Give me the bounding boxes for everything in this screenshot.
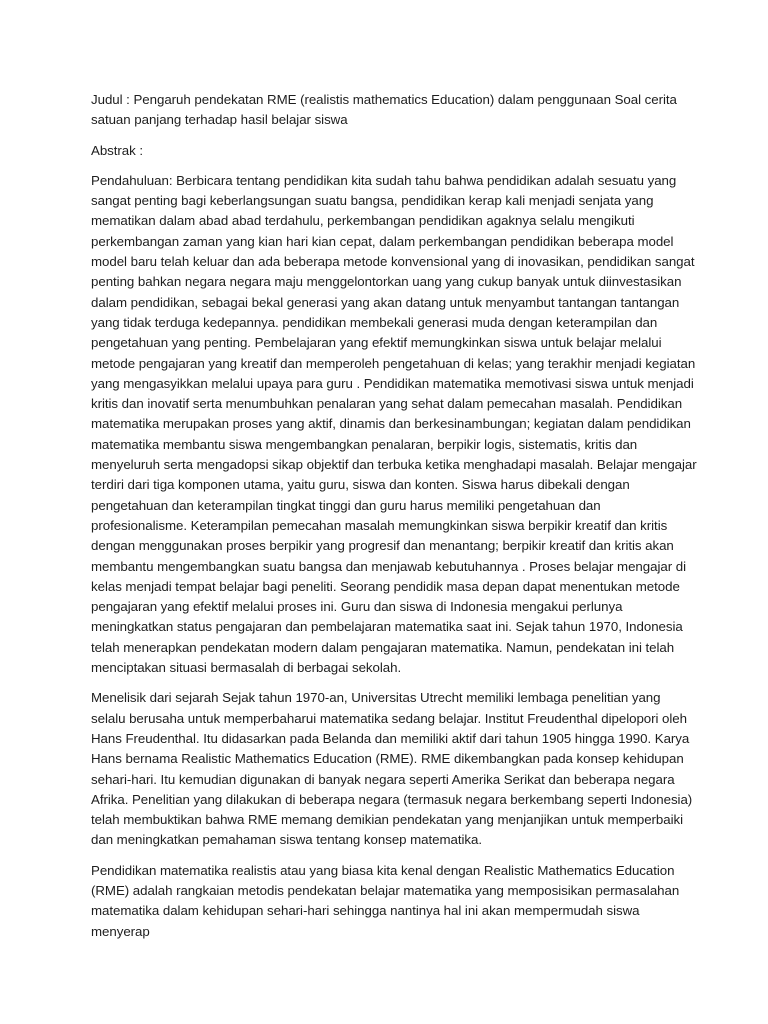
- paragraph-rme-definition: Pendidikan matematika realistis atau yang biasa kita kenal dengan Realistic Mathematics Education (RME) adalah rangkaian metodis pendekatan belajar matematika yang memposisikan permasalahan matematika dalam kehidupan sehari-hari sehingga nantinya hal ini akan mempermudah siswa menyerap: [91, 862, 680, 939]
- document-title: Judul : Pengaruh pendekatan RME (realistis mathematics Education) dalam penggunaan Soal cerita satuan panjang terhadap hasil belajar siswa: [91, 92, 677, 128]
- paragraph-introduction: Pendahuluan: Berbicara tentang pendidikan kita sudah tahu bahwa pendidikan adalah sesuatu yang sangat penting bagi keberlangsungan suatu bangsa, pendidikan kerap kali menjadi senjata yang mematikan dalam abad abad terdahulu, perkembangan pendidikan agaknya selalu mengikuti perkembangan zaman yang kian hari kian cepat, dalam perkembangan pendidikan beberapa model model baru telah keluar dan ada beberapa metode konvensional yang di inovasikan, pendidikan sangat penting bahkan negara negara maju menggelontorkan uang yang cukup banyak untuk diinvestasikan dalam pendidikan, sebagai bekal generasi yang akan datang untuk menyambut tantangan tantangan yang tidak terduga kedepannya. pendidikan membekali generasi muda dengan keterampilan dan pengetahuan yang penting. Pembelajaran yang efektif memungkinkan siswa untuk belajar melalui metode pengajaran yang kreatif dan memperoleh pengetahuan di kelas; yang terakhir menjadi kegiatan yang mengasyikkan melalui upaya para guru . Pendidikan matematika memotivasi siswa untuk menjadi kritis dan inovatif serta menumbuhkan penalaran yang sehat dalam pemecahan masalah. Pendidikan matematika merupakan proses yang aktif, dinamis dan berkesinambungan; kegiatan dalam pendidikan matematika membantu siswa mengembangkan penalaran, berpikir logis, sistematis, kritis dan menyeluruh serta mengadopsi sikap objektif dan terbuka ketika menghadapi masalah. Belajar mengajar terdiri dari tiga komponen utama, yaitu guru, siswa dan konten. Siswa harus dibekali dengan pengetahuan dan keterampilan tingkat tinggi dan guru harus memiliki pengetahuan dan profesionalisme. Keterampilan pemecahan masalah memungkinkan siswa berpikir kreatif dan kritis dengan menggunakan proses berpikir yang progresif dan menantang; berpikir kreatif dan kritis akan membantu mengembangkan suatu bangsa dan menjawab kebutuhannya . Proses belajar mengajar di kelas menjadi tempat belajar bagi peneliti. Seorang pendidik masa depan dapat menentukan metode pengajaran yang efektif melalui proses ini. Guru dan siswa di Indonesia mengakui perlunya meningkatkan status pengajaran dan pembelajaran matematika saat ini. Sejak tahun 1970, Indonesia telah menerapkan pendekatan modern dalam pengajaran matematika. Namun, pendekatan ini telah menciptakan situasi bermasalah di berbagai sekolah.: [91, 172, 697, 676]
- abstract-heading: Abstrak :: [91, 142, 144, 158]
- paragraph-history: Menelisik dari sejarah Sejak tahun 1970-an, Universitas Utrecht memiliki lembaga penelitian yang selalu berusaha untuk memperbaharui matematika sedang belajar. Institut Freudenthal dipelopori oleh Hans Freudenthal. Itu didasarkan pada Belanda dan memiliki aktif dari tahun 1905 hingga 1990. Karya Hans bernama Realistic Mathematics Education (RME). RME dikembangkan pada konsep kehidupan sehari-hari. Itu kemudian digunakan di banyak negara seperti Amerika Serikat dan beberapa negara Afrika. Penelitian yang dilakukan di beberapa negara (termasuk negara berkembang seperti Indonesia) telah membuktikan bahwa RME memang demikian pendekatan yang menjanjikan untuk memperbaiki dan meningkatkan pemahaman siswa tentang konsep matematika.: [91, 690, 693, 848]
